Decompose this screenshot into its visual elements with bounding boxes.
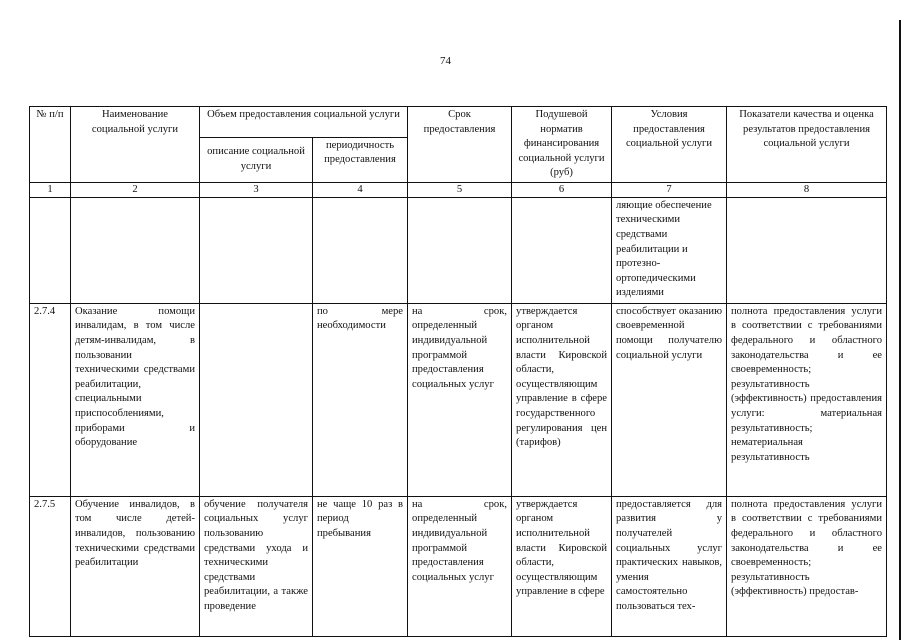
column-number: 2	[71, 183, 200, 198]
page-edge-line	[899, 20, 901, 640]
row-num	[30, 197, 71, 303]
social-services-table	[29, 106, 887, 637]
column-number: 6	[512, 183, 612, 198]
column-number: 4	[313, 183, 408, 198]
table-row	[30, 496, 887, 636]
row-quality	[727, 197, 887, 303]
row-term: на срок, определенный индивидуальной программой предоставления социальных услуг	[408, 496, 512, 636]
row-conditions: способствует оказанию своевременной помощи получателю социальной услуги	[612, 303, 727, 496]
row-conditions: ляющие обеспечение техническими средствами реабилитации и протезно-ортопедическими изделиями	[612, 197, 727, 303]
row-conditions: предоставляется для развития у получателей социальных услуг практических навыков, умения самостоятельно пользоваться тех-	[612, 496, 727, 636]
row-num: 2.7.5	[30, 496, 71, 636]
column-number: 3	[200, 183, 313, 198]
row-num: 2.7.4	[30, 303, 71, 496]
header-volume-period: периодичность предоставления	[313, 137, 408, 182]
row-name: Обучение инвалидов, в том числе детей-инвалидов, пользованию техническими средствами реабилитации	[71, 496, 200, 636]
row-period: по мере необходимости	[313, 303, 408, 496]
header-row	[30, 107, 887, 138]
header-conditions: Условия предоставления социальной услуги	[612, 107, 727, 183]
row-name	[71, 197, 200, 303]
header-term: Срок предоставления	[408, 107, 512, 183]
header-num: № п/п	[30, 107, 71, 183]
header-volume-desc: описание социальной услуги	[200, 137, 313, 182]
row-quality: полнота предоставления услуги в соответствии с требованиями федерального и областного законодательства и ее своевременность; результативность (эффективность) предоставления услуги: материальная результативность; нематериальная результативность	[727, 303, 887, 496]
header-name: Наименование социальной услуги	[71, 107, 200, 183]
page-number: 74	[440, 55, 451, 67]
column-number: 1	[30, 183, 71, 198]
row-desc: обучение получателя социальных услуг пользованию средствами ухода и техническими средствами реабилитации, а также проведение	[200, 496, 313, 636]
row-period: не чаще 10 раз в период пребывания	[313, 496, 408, 636]
row-norm: утверждается органом исполнительной власти Кировской области, осуществляющим управление в сфере	[512, 496, 612, 636]
header-norm: Подушевой норматив финансирования социальной услуги (руб)	[512, 107, 612, 183]
header-quality: Показатели качества и оценка результатов предоставления социальной услуги	[727, 107, 887, 183]
row-norm	[512, 197, 612, 303]
column-number: 5	[408, 183, 512, 198]
table-row	[30, 303, 887, 496]
row-name: Оказание помощи инвалидам, в том числе детям-инвалидам, в пользовании техническими средствами реабилитации, специальными приспособлениями, приборами и оборудование	[71, 303, 200, 496]
row-desc	[200, 303, 313, 496]
row-term	[408, 197, 512, 303]
column-number: 7	[612, 183, 727, 198]
table-row	[30, 197, 887, 303]
column-number: 8	[727, 183, 887, 198]
row-quality: полнота предоставления услуги в соответствии с требованиями федерального и областного законодательства и ее своевременность; результативность (эффективность) предостав-	[727, 496, 887, 636]
row-desc	[200, 197, 313, 303]
row-term: на срок, определенный индивидуальной программой предоставления социальных услуг	[408, 303, 512, 496]
row-period	[313, 197, 408, 303]
column-number-row	[30, 183, 887, 198]
row-norm: утверждается органом исполнительной власти Кировской области, осуществляющим управление в сфере государственного регулирования цен (тарифов)	[512, 303, 612, 496]
header-volume: Объем предоставления социальной услуги	[200, 107, 408, 138]
